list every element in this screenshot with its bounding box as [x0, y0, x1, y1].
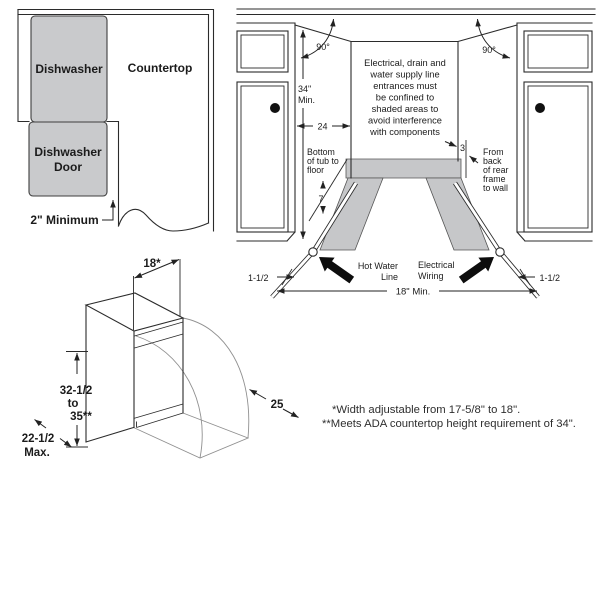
notice-text — [364, 58, 446, 137]
tub-note-line: Bottom — [307, 147, 335, 157]
height-label-3: 35** — [70, 411, 92, 423]
electrical-label1: Electrical — [418, 260, 455, 270]
isometric-view-diagram — [0, 245, 320, 470]
rear-note-text — [483, 147, 508, 193]
depth-max-label1: 22-1/2 — [21, 433, 55, 445]
right-cabinet-drawer-inner — [528, 35, 588, 68]
hot-water-label1: Hot Water — [357, 261, 398, 271]
dishwasher-top-face — [86, 293, 183, 331]
angle-right-label: 90° — [482, 45, 496, 55]
tub-note-line: of tub to — [307, 156, 339, 166]
depth-label: 24 — [317, 121, 328, 132]
rear-note-line: From — [483, 147, 504, 157]
left-cabinet-knob — [270, 103, 280, 113]
kick-plate-lines — [134, 404, 184, 428]
countertop-edge-lines — [237, 9, 595, 15]
notice-line: water supply line — [370, 69, 440, 80]
footnote-ada: **Meets ADA countertop height requirement of 34". — [322, 418, 576, 430]
door-swing-arc-outer — [183, 318, 249, 438]
height-min-label2: Min. — [298, 95, 316, 105]
min-clearance-leader — [102, 200, 113, 220]
depth-max-arrow1 — [35, 420, 47, 429]
open-door-footprint — [134, 413, 249, 458]
notice-line: shaded areas to — [371, 104, 439, 114]
footnotes — [322, 403, 576, 431]
tub-height-label: 7 — [318, 194, 324, 204]
door-clearance-arrow2 — [283, 409, 299, 418]
notice-line: with components — [370, 127, 440, 137]
dishwasher-door-box — [29, 122, 107, 196]
notice-line: be confined to — [375, 92, 435, 103]
angle-left-label: 90° — [316, 42, 330, 52]
rear-note-line: of rear — [483, 165, 509, 175]
left-cabinet-door — [237, 82, 288, 232]
notice-line: entrances must — [373, 81, 437, 91]
left-cabinet-drawer — [237, 31, 288, 72]
side-clearance-left-label: 1-1/2 — [248, 273, 269, 283]
left-cabinet-drawer-inner — [241, 35, 284, 68]
rear-offset-arrow1 — [445, 142, 457, 147]
door-label-line2: Door — [54, 160, 82, 174]
angle-left-arrow — [301, 19, 334, 58]
depth-max-label2: Max. — [24, 447, 50, 459]
tub-note-line: floor — [307, 165, 325, 175]
height-label-2: to — [67, 398, 79, 410]
door-swing-arc-inner — [136, 336, 202, 458]
depth-max-arrow2 — [60, 439, 72, 448]
notice-line: Electrical, drain and — [364, 58, 446, 68]
height-label-1: 32-1/2 — [59, 385, 93, 397]
dishwasher-edges — [86, 305, 183, 442]
hot-water-label2: Line — [380, 272, 398, 282]
right-cabinet-door — [524, 82, 592, 232]
rear-note-line: frame — [483, 174, 506, 184]
electrical-entry-hole — [496, 248, 504, 256]
width-min-label: 18" Min. — [395, 286, 431, 298]
side-clearance-right-label: 1-1/2 — [539, 273, 560, 283]
rear-offset-label: 3 — [459, 143, 466, 153]
dishwasher-label: Dishwasher — [35, 62, 103, 76]
hot-water-arrow — [319, 257, 354, 283]
right-cabinet-knob — [535, 103, 545, 113]
height-min-label1: 34" — [298, 84, 312, 94]
tub-note-text — [307, 147, 339, 175]
left-cabinet-outline — [237, 23, 295, 241]
electrical-arrow — [459, 257, 494, 283]
right-cabinet-drawer — [524, 31, 592, 72]
footnote-width: *Width adjustable from 17-5/8" to 18". — [332, 404, 521, 416]
countertop-left-edge — [18, 10, 29, 122]
width-label: 18* — [143, 258, 161, 270]
rear-offset-arrow2 — [470, 156, 479, 163]
electrical-label2: Wiring — [418, 271, 444, 281]
door-clearance-label: 25 — [270, 399, 284, 411]
door-clearance-arrow1 — [250, 390, 267, 400]
door-label-line1: Dishwasher — [34, 145, 102, 159]
control-panel-lines — [135, 322, 184, 348]
plan-view-diagram — [0, 0, 230, 245]
countertop-label: Countertop — [127, 61, 193, 75]
notice-line: avoid interference — [368, 115, 442, 126]
min-clearance-label: 2" Minimum — [30, 213, 99, 227]
rear-note-line: back — [483, 156, 502, 166]
countertop-break-line — [119, 209, 209, 231]
rear-note-line: to wall — [483, 183, 508, 193]
shaded-area-back-wall-band — [346, 159, 461, 178]
